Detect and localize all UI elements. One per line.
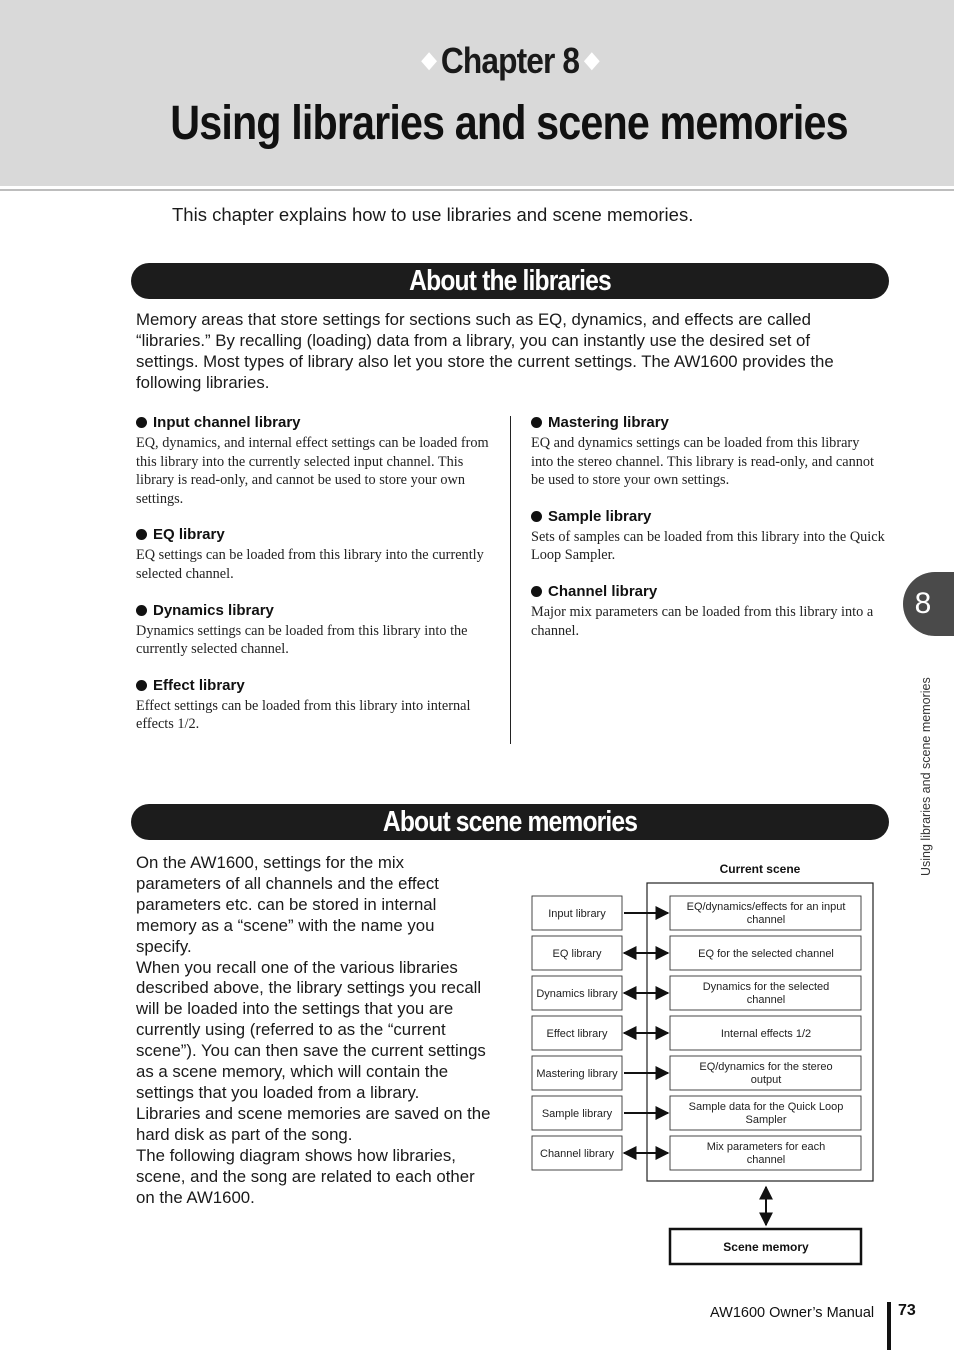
scene-target-label: output xyxy=(750,1074,782,1086)
section-heading-libraries xyxy=(131,263,889,299)
bullet-icon xyxy=(136,680,147,691)
bullet-icon xyxy=(136,529,147,540)
bullet-icon xyxy=(531,511,542,522)
scene-memory-label: Scene memory xyxy=(723,1240,809,1254)
library-item xyxy=(136,524,490,583)
chapter-title: Using libraries and scene memories xyxy=(170,97,848,150)
library-list-right xyxy=(531,412,885,656)
chapter-header-band xyxy=(0,0,954,186)
library-description: Sets of samples can be loaded from this library into the Quick Loop Sampler. xyxy=(531,528,885,564)
section-heading-text: About scene memories xyxy=(382,806,638,838)
scene-paragraph: When you recall one of the various libraries described above, the library settings you recall will be loaded into the settings that you are currently using (referred to as the “current scene”). You can then save the current settings as a scene memory, which will contain the settings that you loaded from a library. xyxy=(136,957,486,1102)
library-description: EQ, dynamics, and internal effect settings can be loaded from this library into the currently selected input channel. This library is read-only, and cannot be used to store your own settings. xyxy=(136,435,489,507)
library-description: EQ settings can be loaded from this library into the currently selected channel. xyxy=(136,547,484,582)
library-item xyxy=(531,506,885,565)
library-box-label: EQ library xyxy=(552,948,602,960)
scene-target-label: Mix parameters for each xyxy=(706,1141,826,1153)
library-description: Major mix parameters can be loaded from this library into a channel. xyxy=(531,603,874,639)
scene-target-label: EQ/dynamics for the stereo xyxy=(699,1061,833,1073)
library-name xyxy=(531,412,885,434)
library-name-text: Effect library xyxy=(153,676,245,694)
library-name xyxy=(136,412,490,434)
library-list-left xyxy=(136,412,490,750)
chapter-intro: This chapter explains how to use libraries and scene memories. xyxy=(172,204,694,225)
current-scene-label: Current scene xyxy=(719,862,801,876)
section-heading-text: About the libraries xyxy=(409,265,611,297)
section-heading-scenes xyxy=(131,804,889,840)
library-item xyxy=(136,600,490,659)
footer-divider xyxy=(887,1302,891,1350)
scene-target-label: channel xyxy=(746,994,786,1006)
scene-target-label: channel xyxy=(746,914,786,926)
column-divider xyxy=(510,416,511,744)
scene-target-label: EQ for the selected channel xyxy=(698,948,834,960)
bullet-icon xyxy=(531,417,542,428)
library-item xyxy=(531,581,885,640)
library-item xyxy=(136,675,490,734)
scene-paragraph: Libraries and scene memories are saved on the hard disk as part of the song. xyxy=(136,1103,491,1144)
bullet-icon xyxy=(531,586,542,597)
library-name xyxy=(136,524,490,546)
library-scene-diagram xyxy=(520,855,890,1275)
library-name-text: Sample library xyxy=(548,507,652,525)
library-name xyxy=(136,600,490,622)
library-item xyxy=(531,412,885,490)
library-description: Dynamics settings can be loaded from this library into the currently selected channel. xyxy=(136,622,468,658)
scene-memories-text xyxy=(136,853,492,1208)
diamond-icon: ◆ xyxy=(584,47,599,72)
scene-paragraph: The following diagram shows how libraries, scene, and the song are related to each other on the AW1600. xyxy=(136,1145,475,1207)
footer-manual-title: AW1600 Owner’s Manual xyxy=(710,1305,875,1321)
library-box-label: Input library xyxy=(548,908,606,920)
library-box-label: Mastering library xyxy=(536,1068,618,1080)
header-rule-shadow xyxy=(0,189,954,191)
scene-target-label: Sample data for the Quick Loop xyxy=(688,1101,844,1113)
chapter-label xyxy=(61,40,954,82)
library-description: Effect settings can be loaded from this library into internal effects 1/2. xyxy=(136,697,471,733)
library-name-text: Mastering library xyxy=(548,414,669,431)
library-box-label: Sample library xyxy=(541,1108,613,1120)
library-name xyxy=(531,581,885,603)
library-name-text: EQ library xyxy=(153,526,225,544)
libraries-intro: Memory areas that store settings for sections such as EQ, dynamics, and effects are called “libraries.” By recalling (loading) data from a library, you can instantly use the desired set of settings. Most types of library also let you store the current settings. The AW1600 provides the following libraries. xyxy=(136,310,834,392)
library-box-label: Dynamics library xyxy=(536,988,618,1000)
library-item xyxy=(136,412,490,508)
library-name-text: Channel library xyxy=(548,582,658,600)
bullet-icon xyxy=(136,605,147,616)
diamond-icon: ◆ xyxy=(421,47,436,72)
library-name xyxy=(136,675,490,697)
library-box-label: Channel library xyxy=(540,1148,614,1160)
chapter-label-text: Chapter 8 xyxy=(440,40,580,81)
library-box-label: Effect library xyxy=(546,1028,608,1040)
page-number: 73 xyxy=(898,1302,916,1319)
bullet-icon xyxy=(136,417,147,428)
scene-target-label: Internal effects 1/2 xyxy=(720,1028,812,1040)
scene-target-label: EQ/dynamics/effects for an input xyxy=(686,901,846,913)
chapter-tab-number: 8 xyxy=(914,587,932,620)
library-description: EQ and dynamics settings can be loaded from this library into the stereo channel. This library is read-only, and cannot be used to store your own settings. xyxy=(531,435,875,489)
scene-target-label: Sampler xyxy=(745,1114,787,1126)
scene-target-label: Dynamics for the selected xyxy=(702,981,830,993)
library-name-text: Dynamics library xyxy=(153,601,274,619)
library-name xyxy=(531,506,885,528)
side-running-title: Using libraries and scene memories xyxy=(919,677,933,876)
scene-paragraph: On the AW1600, settings for the mix parameters of all channels and the effect parameters etc. can be stored in internal memory as a “scene” with the name you specify. xyxy=(136,853,439,956)
scene-target-label: channel xyxy=(746,1154,786,1166)
library-name-text: Input channel library xyxy=(153,414,301,431)
